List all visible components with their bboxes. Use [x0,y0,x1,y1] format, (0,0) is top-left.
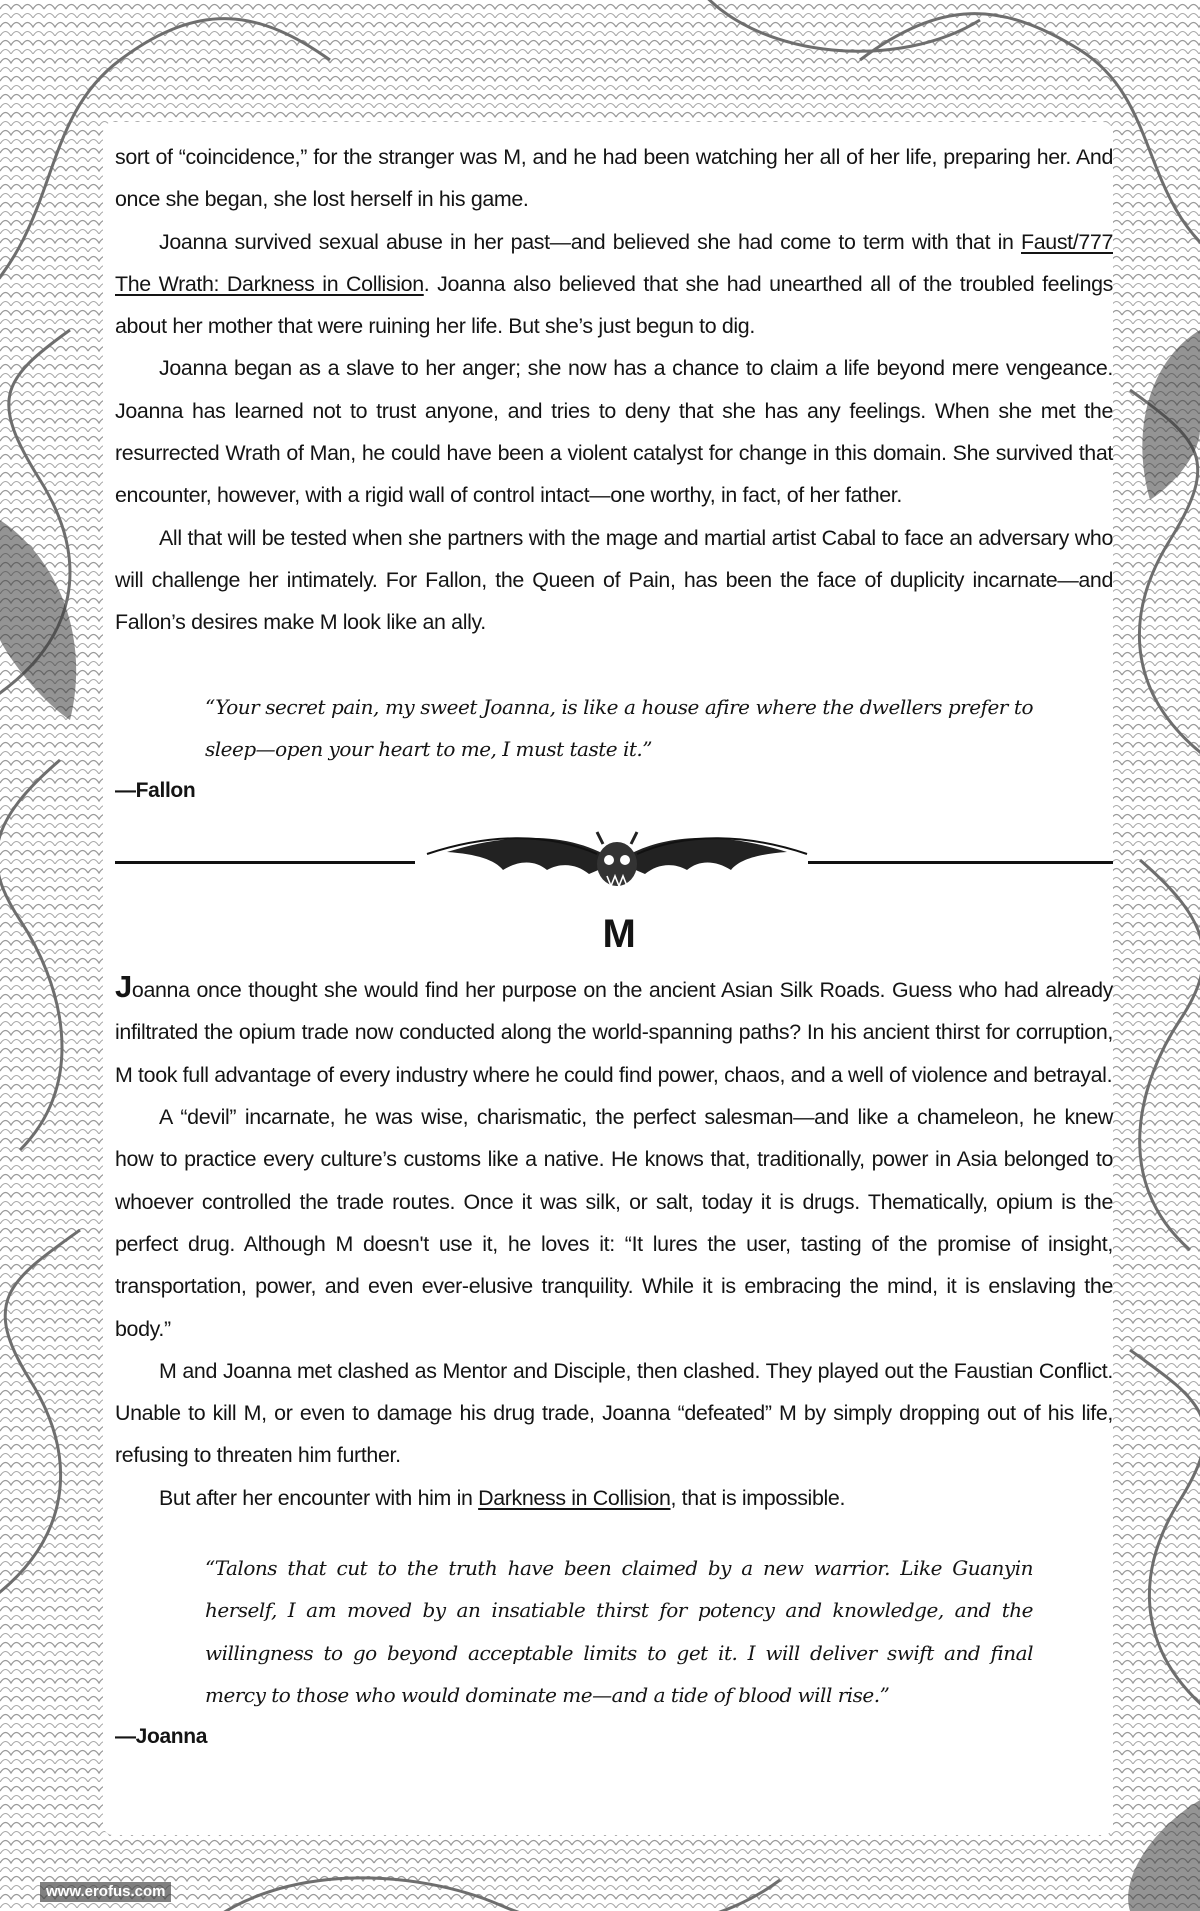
joanna-quote: “Talons that cut to the truth have been claimed by a new warrior. Like Guanyin herself, I am moved by an insatiable thirst for potency and knowledge, and the willingness to go beyond acceptable limits to get it. I will deliver swift and final mercy to those who would dominate me—and a tide of blood will rise.” [205,1556,1033,1707]
paragraph [115,347,1113,516]
site-watermark[interactable]: www.erofus.com [40,1882,171,1902]
section-divider [115,824,1113,904]
fallon-quote: “Your secret pain, my sweet Joanna, is like a house afire where the dwellers prefer to sleep—open your heart to me, I must taste it.” [205,694,1033,761]
paragraph-text: A “devil” incarnate, he was wise, charismatic, the perfect salesman—and like a chameleon, he knew how to practice every culture’s customs like a native. He knows that, traditionally, power in Asia belonged to whoever controlled the trade routes. Once it was silk, or salt, today it is drugs. Thematically, opium is the perfect drug. Although M doesn't use it, he loves it: “It lures the user, tasting of the promise of insight, transportation, power, and even ever-elusive tranquility. While it is embracing the mind, it is enslaving the body.” [115,1105,1113,1341]
divider-rule-right [808,861,1113,864]
quote-attribution: —Joanna [115,1725,208,1749]
quote-attribution: —Fallon [115,779,196,803]
paragraph [115,1096,1113,1350]
paragraph [115,221,1113,348]
paragraph-text: . Joanna also believed that she had unearthed all of the troubled feelings about her mother that were ruining her life. But she’s just begun to dig. [115,271,1114,339]
paragraph-text: M and Joanna met clashed as Mentor and Disciple, then clashed. They played out the Faustian Conflict. Unable to kill M, or even to damage his drug trade, Joanna “defeated” M by simply dropping out of his life, refusing to threaten him further. [115,1358,1113,1468]
drop-cap: J [115,969,132,1005]
paragraph-text: But after her encounter with him in [159,1485,479,1510]
paragraph-text: oanna once thought she would find her purpose on the ancient Asian Silk Roads. Guess who had already infiltrated the opium trade now conducted along the world-spanning paths? In his ancient thirst for corruption, M took full advantage of every industry where he could find power, chaos, and a well of violence and betrayal. [115,978,1113,1087]
paragraph [115,1350,1113,1477]
paragraph-text: sort of “coincidence,” for the stranger was M, and he had been watching her all of her life, preparing her. And once she began, she lost herself in his game. [115,145,1113,212]
bat-winged-skull-icon [407,824,827,894]
paragraph [115,136,1113,221]
paragraph-text: Joanna began as a slave to her anger; she now has a chance to claim a life beyond mere vengeance. Joanna has learned not to trust anyone, and tries to deny that she has any feelings. When she met the resurrected Wrath of Man, he could have been a violent catalyst for change in this domain. She survived that encounter, however, with a rigid wall of control intact—one worthy, in fact, of her father. [115,356,1113,508]
paragraph [115,517,1113,644]
divider-rule-left [115,861,415,864]
spacer [115,1519,1113,1547]
paragraph-text: Joanna survived sexual abuse in her past—and believed she had come to term with that in [159,229,1022,254]
paragraph [115,1477,1113,1519]
paragraph-text: , that is impossible. [670,1485,846,1510]
paragraph [115,966,1113,1096]
section-heading: M [602,912,636,957]
spacer [115,644,1113,686]
book-title: Darkness in Collision [478,1485,671,1510]
paragraph-text: All that will be tested when she partners with the mage and martial artist Cabal to face an adversary who will challenge her intimately. For Fallon, the Queen of Pain, has been the face of duplicity incarnate—and Fallon’s desires make M look like an ally. [115,525,1113,635]
book-title: Faust/777 The Wrath: Darkness in Collision [115,229,1113,296]
article-content [115,136,1113,1758]
